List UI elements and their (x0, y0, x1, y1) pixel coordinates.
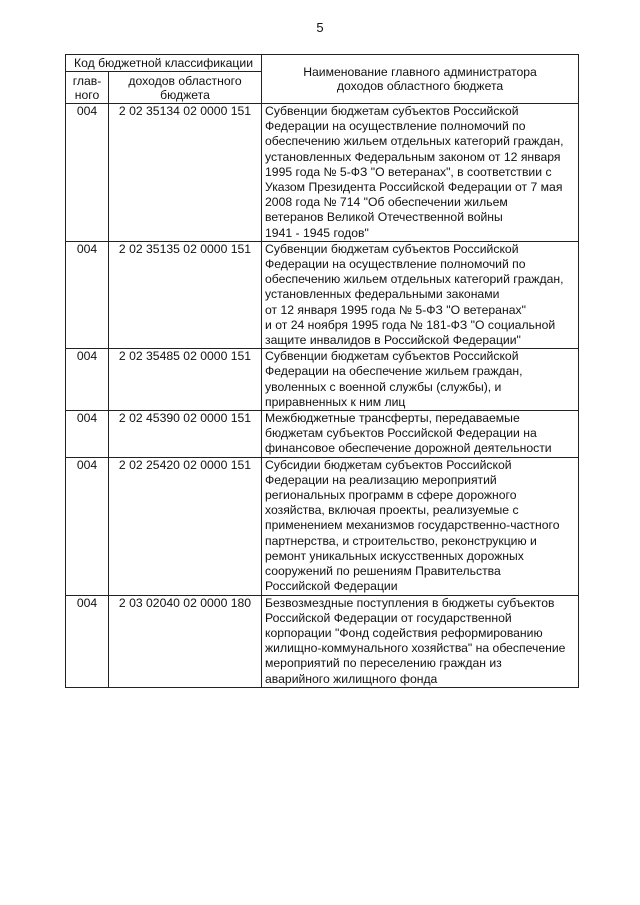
name-text-line: корпорации "Фонд содействия реформированию (265, 625, 543, 640)
name-text-line: Федерации на обеспечение жильем граждан, (265, 364, 523, 379)
name-text-line: установленных федеральными законами (265, 287, 500, 302)
admin-code-cell: 004 (66, 411, 109, 458)
name-text-line: защите инвалидов в Российской Федерации" (265, 333, 521, 348)
table-row (66, 411, 579, 458)
admin-code-cell: 004 (66, 457, 109, 595)
name-text-line: Субвенции бюджетам субъектов Российской (265, 349, 519, 364)
name-text-line: обеспечению жильем отдельных категорий граждан, (265, 272, 564, 287)
name-text-line: обеспечению жильем отдельных категорий граждан, (265, 134, 564, 149)
name-text-line: применением механизмов государственно-частного (265, 518, 560, 533)
name-text-line: 1995 года № 5-ФЗ "О ветеранах", в соответствии с (265, 164, 552, 179)
name-text-line: аварийного жилищного фонда (265, 671, 438, 686)
income-code-cell: 2 02 45390 02 0000 151 (109, 411, 262, 458)
header-main-administrator (66, 72, 109, 104)
administrator-name-cell (262, 104, 579, 242)
income-code-cell: 2 02 35134 02 0000 151 (109, 104, 262, 242)
name-text-line: сооружений по решениям Правительства (265, 564, 501, 579)
name-text-line: финансовое обеспечение дорожной деятельности (265, 441, 552, 456)
table-row (66, 241, 579, 348)
administrator-name-cell (262, 595, 579, 687)
name-text-line: ветеранов Великой Отечественной войны (265, 210, 503, 225)
administrator-name-cell (262, 349, 579, 411)
name-text-line: жилищно-коммунального хозяйства" на обеспечение (265, 641, 566, 656)
table-row (66, 104, 579, 242)
admin-code-cell: 004 (66, 595, 109, 687)
name-text-line: партнерства, и строительство, реконструкцию и (265, 533, 537, 548)
name-text-line: Российской Федерации от государственной (265, 610, 512, 625)
name-text-line: 1941 - 1945 годов" (265, 225, 369, 240)
name-text-line: хозяйства, включая проекты, реализуемые с (265, 503, 519, 518)
income-code-cell: 2 02 35135 02 0000 151 (109, 241, 262, 348)
administrator-name-cell (262, 411, 579, 458)
name-text-line: уволенных с военной службы (службы), и (265, 379, 502, 394)
income-code-cell: 2 03 02040 02 0000 180 (109, 595, 262, 687)
name-text-line: мероприятий по переселению граждан из (265, 656, 502, 671)
income-code-cell: 2 02 35485 02 0000 151 (109, 349, 262, 411)
table-body (66, 104, 579, 688)
name-text-line: Федерации на осуществление полномочий по (265, 119, 526, 134)
table-row (66, 595, 579, 687)
table-row (66, 349, 579, 411)
income-code-cell: 2 02 25420 02 0000 151 (109, 457, 262, 595)
name-text-line: от 12 января 1995 года № 5-ФЗ "О ветеранах" (265, 302, 526, 317)
name-text-line: Субсидии бюджетам субъектов Российской (265, 457, 512, 472)
admin-code-cell: 004 (66, 104, 109, 242)
header-regional-income-text: доходов областного бюджета (128, 73, 242, 102)
name-text-line: и от 24 ноября 1995 года № 181-ФЗ "О социальной (265, 317, 556, 332)
administrator-name-cell (262, 241, 579, 348)
name-text-line: Субвенции бюджетам субъектов Российской (265, 241, 519, 256)
administrator-name-cell (262, 457, 579, 595)
header-administrator-name (262, 55, 579, 104)
name-text-line: установленных Федеральным законом от 12 января (265, 149, 561, 164)
name-text-line: Безвозмездные поступления в бюджеты субъектов (265, 595, 555, 610)
header-main-administrator-text: глав- ного (72, 73, 102, 102)
name-text-line: Федерации на осуществление полномочий по (265, 257, 526, 272)
name-text-line: Указом Президента Российской Федерации от 7 мая (265, 180, 563, 195)
name-text-line: региональных программ в сфере дорожного (265, 488, 517, 503)
name-text-line: Российской Федерации (265, 579, 398, 594)
name-text-line: Федерации на реализацию мероприятий (265, 472, 497, 487)
name-text-line: Межбюджетные трансферты, передаваемые (265, 411, 520, 426)
admin-code-cell: 004 (66, 349, 109, 411)
name-text-line: Субвенции бюджетам субъектов Российской (265, 104, 519, 118)
name-text-line: ремонт уникальных искусственных дорожных (265, 548, 524, 563)
page-number: 5 (316, 20, 324, 35)
budget-classification-table (65, 54, 579, 688)
name-text-line: 2008 года № 714 "Об обеспечении жильем (265, 195, 508, 210)
name-text-line: приравненных к ним лиц (265, 394, 406, 409)
admin-code-cell: 004 (66, 241, 109, 348)
header-administrator-name-text: Наименование главного администратора доходов областного бюджета (303, 65, 537, 93)
header-regional-income (109, 72, 262, 104)
name-text-line: бюджетам субъектов Российской Федерации на (265, 426, 537, 441)
table-row (66, 457, 579, 595)
header-budget-classification-code: Код бюджетной классификации (66, 55, 262, 72)
